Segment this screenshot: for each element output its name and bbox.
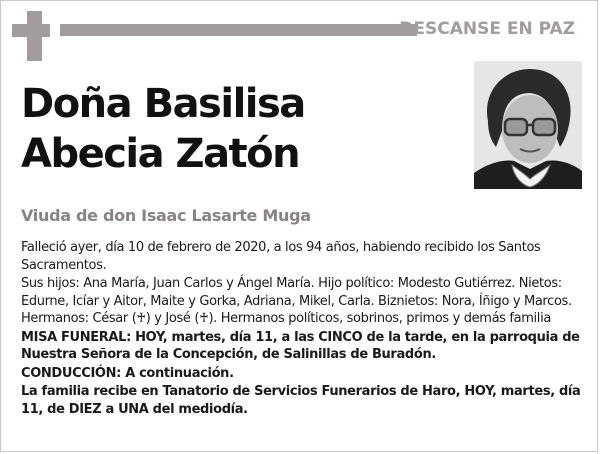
name-line-2: Abecia Zatón bbox=[21, 131, 300, 177]
widow-subtitle: Viuda de don Isaac Lasarte Muga bbox=[21, 206, 311, 225]
family-paragraph: Sus hijos: Ana María, Juan Carlos y Ángel María. Hijo político: Modesto Gutiérrez. Nietos: Edurne, Icíar y Aitor, Maite y Gorka, Adriana, Mikel, Carla. Biznietos: Nora, Íñigo y Marcos. Hermanos: César (♰) y José (♰). Hermanos políticos, sobrinos, primos y demás familia bbox=[21, 276, 572, 326]
funeral-paragraph: MISA FUNERAL: HOY, martes, día 11, a las CINCO de la tarde, en la parroquia de Nuestra Señora de la Concepción, de Salinillas de Buradón. bbox=[21, 329, 580, 362]
deceased-name bbox=[21, 79, 305, 179]
header-divider bbox=[60, 24, 417, 36]
obituary-body bbox=[21, 239, 586, 419]
conduction-paragraph: CONDUCCIÓN: A continuación. bbox=[21, 365, 234, 381]
header-label: DESCANSE EN PAZ bbox=[399, 19, 575, 39]
portrait-photo bbox=[474, 61, 582, 189]
name-line-1: Doña Basilisa bbox=[21, 81, 305, 127]
death-paragraph: Falleció ayer, día 10 de febrero de 2020, a los 94 años, habiendo recibido los Santos Sacramentos. bbox=[21, 240, 541, 273]
reception-paragraph: La familia recibe en Tanatorio de Servicios Funerarios de Haro, HOY, martes, día 11, de DIEZ a UNA del mediodía. bbox=[21, 384, 581, 417]
